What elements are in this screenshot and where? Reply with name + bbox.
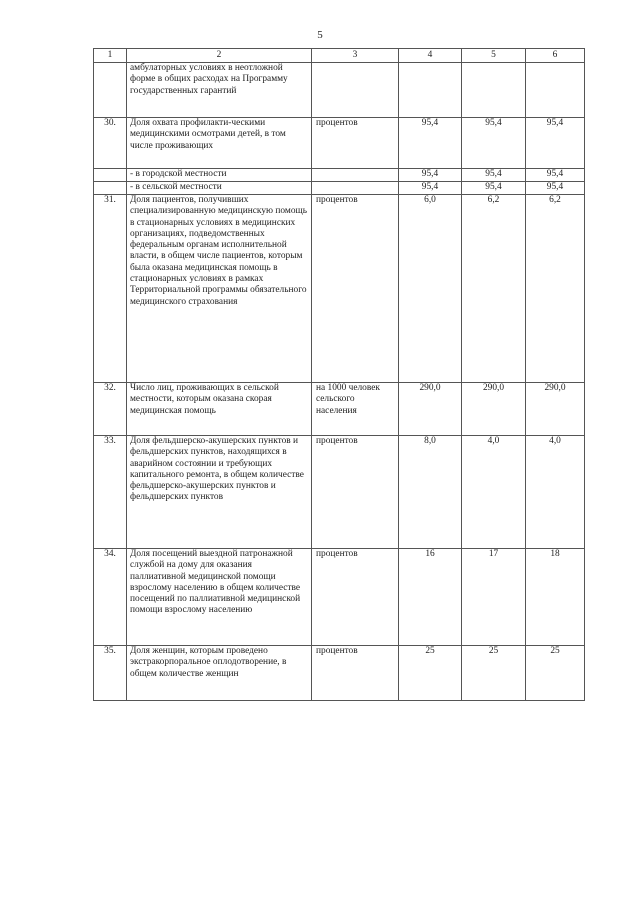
value-col6: 4,0 — [526, 436, 585, 549]
header-cell-6: 6 — [526, 49, 585, 63]
table-row — [94, 646, 585, 701]
value-col4: 95,4 — [399, 118, 462, 169]
unit-cell: процентов — [312, 549, 399, 646]
unit-cell: процентов — [312, 195, 399, 383]
unit-cell — [312, 182, 399, 195]
unit-cell: на 1000 человек сельского населения — [312, 383, 399, 436]
indicator-text: Доля фельдшерско-акушерских пунктов и фельдшерских пунктов, находящихся в аварийном состоянии и требующих капитального ремонта, в общем количестве фельдшерско-акушерских пунктов и фельдшерских пунктов — [127, 436, 312, 549]
unit-cell — [312, 169, 399, 182]
value-col5: 17 — [462, 549, 526, 646]
value-col6: 6,2 — [526, 195, 585, 383]
table-row — [94, 169, 585, 182]
value-col6: 95,4 — [526, 118, 585, 169]
indicator-text: Доля женщин, которым проведено экстракорпоральное оплодотворение, в общем количестве женщин — [127, 646, 312, 701]
row-number — [94, 182, 127, 195]
row-number: 33. — [94, 436, 127, 549]
value-col4: 6,0 — [399, 195, 462, 383]
indicator-text: Число лиц, проживающих в сельской местности, которым оказана скорая медицинская помощь — [127, 383, 312, 436]
value-col5: 95,4 — [462, 169, 526, 182]
header-cell-4: 4 — [399, 49, 462, 63]
value-col5: 95,4 — [462, 118, 526, 169]
page-number: 5 — [317, 29, 323, 41]
value-col4: 95,4 — [399, 169, 462, 182]
header-cell-1: 1 — [94, 49, 127, 63]
unit-cell: процентов — [312, 118, 399, 169]
row-number: 32. — [94, 383, 127, 436]
value-col6: 290,0 — [526, 383, 585, 436]
value-col4: 25 — [399, 646, 462, 701]
value-col6: 25 — [526, 646, 585, 701]
value-col5: 95,4 — [462, 182, 526, 195]
unit-cell: процентов — [312, 646, 399, 701]
value-col5: 25 — [462, 646, 526, 701]
value-col4: 290,0 — [399, 383, 462, 436]
header-cell-5: 5 — [462, 49, 526, 63]
value-col4 — [399, 63, 462, 118]
indicator-text: Доля охвата профилакти-ческими медицинскими осмотрами детей, в том числе проживающих — [127, 118, 312, 169]
value-col6: 95,4 — [526, 169, 585, 182]
row-number — [94, 63, 127, 118]
value-col6: 18 — [526, 549, 585, 646]
table-row — [94, 118, 585, 169]
table-row — [94, 195, 585, 383]
value-col4: 16 — [399, 549, 462, 646]
value-col4: 95,4 — [399, 182, 462, 195]
table-header-row — [94, 49, 585, 63]
table-row — [94, 549, 585, 646]
value-col5: 290,0 — [462, 383, 526, 436]
indicator-text: Доля пациентов, получивших специализированную медицинскую помощь в стационарных условиях в медицинских организациях, подведомственных федеральным органам исполнительной власти, в общем числе пациентов, которым была оказана медицинская помощь в стационарных условиях в рамках Территориальной программы обязательного медицинского страхования — [127, 195, 312, 383]
value-col6: 95,4 — [526, 182, 585, 195]
value-col5 — [462, 63, 526, 118]
indicator-text: амбулаторных условиях в неотложной форме в общих расходах на Программу государственных гарантий — [127, 63, 312, 118]
row-number: 30. — [94, 118, 127, 169]
header-cell-2: 2 — [127, 49, 312, 63]
unit-cell — [312, 63, 399, 118]
header-cell-3: 3 — [312, 49, 399, 63]
indicator-text: - в сельской местности — [127, 182, 312, 195]
value-col4: 8,0 — [399, 436, 462, 549]
table-row — [94, 383, 585, 436]
row-number: 34. — [94, 549, 127, 646]
value-col5: 6,2 — [462, 195, 526, 383]
indicators-table — [93, 48, 585, 701]
unit-cell: процентов — [312, 436, 399, 549]
row-number: 35. — [94, 646, 127, 701]
table-row — [94, 182, 585, 195]
indicator-text: Доля посещений выездной патронажной службой на дому для оказания паллиативной медицинской помощи взрослому населению в общем количестве посещений по паллиативной медицинской помощи взрослому населению — [127, 549, 312, 646]
row-number — [94, 169, 127, 182]
table-row — [94, 436, 585, 549]
value-col5: 4,0 — [462, 436, 526, 549]
value-col6 — [526, 63, 585, 118]
table-row — [94, 63, 585, 118]
row-number: 31. — [94, 195, 127, 383]
indicator-text: - в городской местности — [127, 169, 312, 182]
